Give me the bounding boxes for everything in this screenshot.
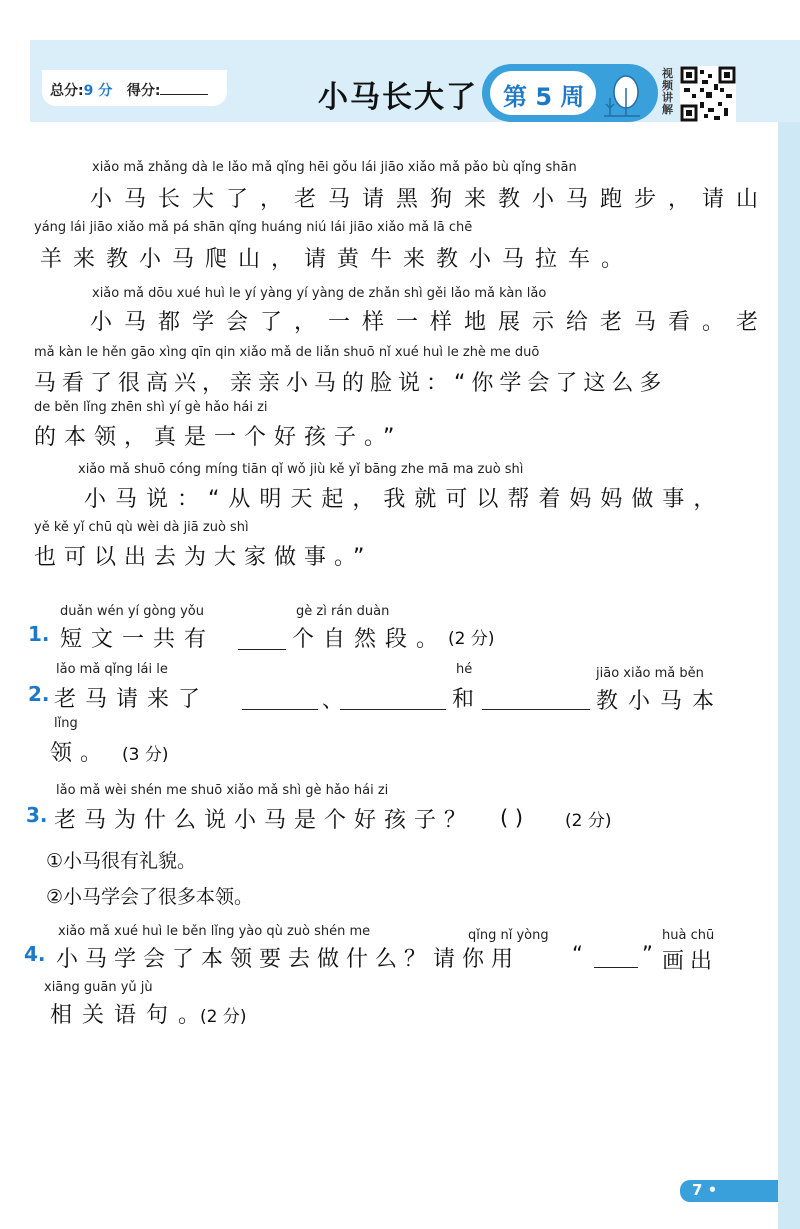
q2-text-he: 和 [452,687,491,712]
q4-text-c: 画出 [662,949,719,974]
q4-pinyin-d: xiāng guān yǔ jù [44,980,153,995]
q3-text: 老马为什么说小马是个好孩子？ [54,808,475,833]
q1-score: (2 分) [448,629,495,649]
q2-score: (3 分) [122,745,169,765]
q4-text-d: 相关语句。 [50,1003,211,1028]
story-pinyin-line-2: yáng lái jiāo xiǎo mǎ pá shān qǐng huáng niú lái jiāo xiǎo mǎ lā chē [34,220,473,235]
story-pinyin-line-6: xiǎo mǎ shuō cóng míng tiān qǐ wǒ jiù kě yǐ bāng zhe mā ma zuò shì [78,462,524,477]
q1-answer-blank[interactable] [238,648,286,650]
q2-text-c: 领。 [50,741,111,766]
week-label: 第 5 周 [503,83,585,111]
story-pinyin-line-3: xiǎo mǎ dōu xué huì le yí yàng yí yàng de zhǎn shì gěi lǎo mǎ kàn lǎo [92,286,547,301]
q3-score: (2 分) [565,811,612,831]
story-pinyin-line-4: mǎ kàn le hěn gāo xìng qīn qin xiǎo mǎ de liǎn shuō nǐ xué huì le zhè me duō [34,345,540,360]
story-pinyin-line-1: xiǎo mǎ zhǎng dà le lǎo mǎ qǐng hēi gǒu lái jiāo xiǎo mǎ pǎo bù qǐng shān [92,160,577,175]
page-number: 7 • [692,1181,718,1199]
q2-answer-blank-2[interactable] [340,708,446,710]
q2-answer-blank-3[interactable] [482,708,590,710]
q3-answer-paren[interactable]: ( ) [500,806,524,830]
q1-text-a: 短文一共有 [60,627,216,652]
q3-option-2[interactable]: ②小马学会了很多本领。 [46,886,254,908]
question-2-number: 2. [28,682,50,706]
story-text-line-2: 羊来教小马爬山，请黄牛来教小马拉车。 [40,247,635,272]
story-text-line-7: 也可以出去为大家做事。” [34,545,373,570]
story-text-line-5: 的本领，真是一个好孩子。” [34,425,403,450]
q2-answer-blank-1[interactable] [242,708,318,710]
q4-pinyin-c: huà chū [662,928,715,943]
q2-pinyin-he: hé [456,662,473,677]
q2-pinyin-c: lǐng [54,716,78,731]
q4-underline-sample [594,966,638,968]
q3-option-1[interactable]: ①小马很有礼貌。 [46,850,197,872]
score-summary [50,80,208,100]
page-title: 小马长大了 [318,80,478,115]
q4-pinyin-a: xiǎo mǎ xué huì le běn lǐng yào qù zuò shén me [58,924,371,939]
qr-code-icon[interactable] [680,66,736,122]
q4-quote-open: “ [572,942,583,966]
q2-separator: 、 [322,688,343,712]
score-total-label: 总分: [50,83,84,99]
page-edge [778,122,800,1229]
question-3-number: 3. [26,803,48,827]
q1-pinyin-a: duǎn wén yí gòng yǒu [60,604,204,619]
q4-pinyin-b: qǐng nǐ yòng [468,928,549,943]
score-total-value: 9 分 [83,83,113,99]
video-label: 视频讲解 [662,67,673,116]
q4-score: (2 分) [200,1007,247,1027]
score-got-label: 得分: [126,83,161,99]
q3-pinyin: lǎo mǎ wèi shén me shuō xiǎo mǎ shì gè hǎo hái zi [56,783,389,798]
q1-pinyin-b: gè zì rán duàn [296,604,390,619]
question-4-number: 4. [24,942,46,966]
story-text-line-1: 小马长大了，老马请黑狗来教小马跑步，请山 [90,187,771,212]
q2-text-a: 老马请来了 [54,687,210,712]
story-text-line-4: 马看了很高兴，亲亲小马的脸说：“你学会了这么多 [34,371,668,396]
q2-text-b: 教小马本 [596,689,725,714]
q2-pinyin-a: lǎo mǎ qǐng lái le [56,662,168,677]
q4-text-a: 小马学会了本领要去做什么？请你用 [56,947,521,972]
q4-quote-close: ” [642,942,653,966]
q2-pinyin-b: jiāo xiǎo mǎ běn [596,666,704,681]
question-1-number: 1. [28,622,50,646]
q1-text-b: 个自然段。 [292,627,448,652]
story-text-line-3: 小马都学会了，一样一样地展示给老马看。老 [90,310,771,335]
score-got-blank[interactable] [160,94,208,95]
story-text-line-6: 小马说：“从明天起，我就可以帮着妈妈做事， [84,487,725,512]
story-pinyin-line-5: de běn lǐng zhēn shì yí gè hǎo hái zi [34,400,268,415]
story-pinyin-line-7: yě kě yǐ chū qù wèi dà jiā zuò shì [34,520,249,535]
tree-icon [602,74,642,118]
